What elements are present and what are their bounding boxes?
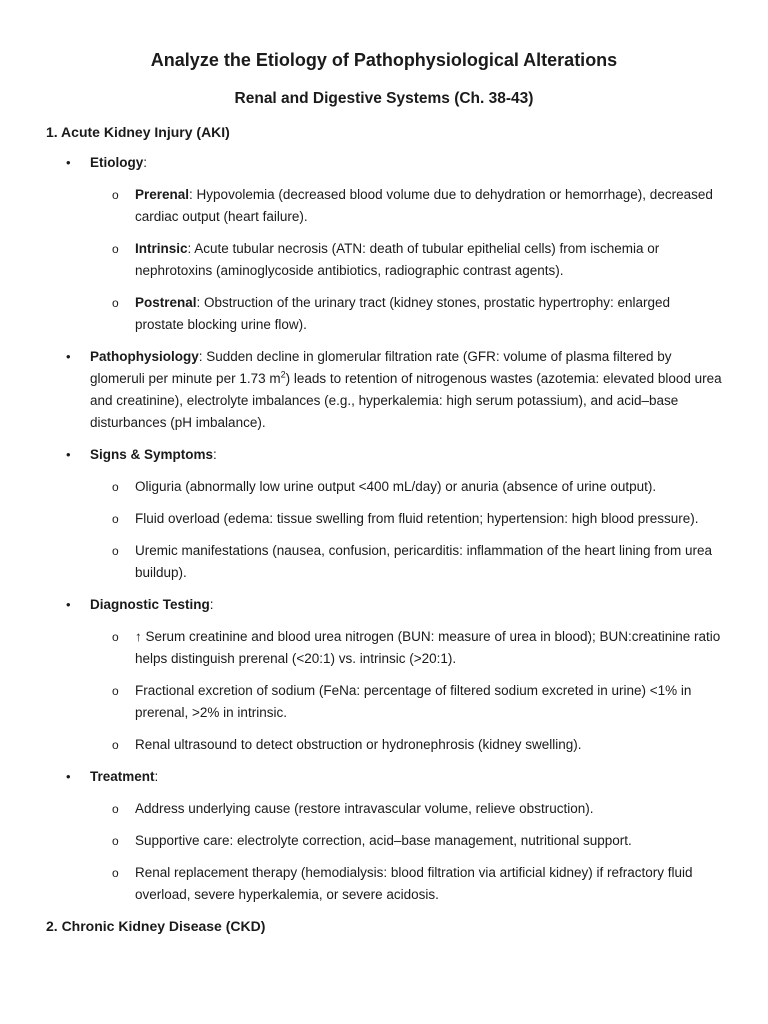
superscript: 2 xyxy=(280,369,286,380)
aki-topic-list xyxy=(46,152,722,906)
bullet-icon: • xyxy=(66,155,71,170)
item-text: Fractional excretion of sodium (FeNa: percentage of filtered sodium excreted in urine) <1% in prerenal, >2% in intrinsic. xyxy=(135,683,692,720)
item-label: Postrenal xyxy=(135,295,197,310)
subbullet-icon: o xyxy=(112,544,119,558)
subbullet-icon: o xyxy=(112,834,119,848)
list-item xyxy=(90,540,722,584)
topic-text-cont: ) leads to retention of nitrogenous wastes (azotemia: elevated blood urea and creatinine), electrolyte imbalances (e.g., hyperkalemia: high serum potassium), and acid–base disturbances (pH imbalance). xyxy=(90,371,722,430)
topic-pathophysiology xyxy=(46,346,722,434)
topic-diagnostic-testing xyxy=(46,594,722,756)
section-heading-ckd: 2. Chronic Kidney Disease (CKD) xyxy=(46,918,266,934)
topic-label: Diagnostic Testing xyxy=(90,597,210,612)
list-item xyxy=(90,734,722,756)
item-text: ↑ Serum creatinine and blood urea nitrogen (BUN: measure of urea in blood); BUN:creatinine ratio helps distinguish prerenal (<20:1) vs. intrinsic (>20:1). xyxy=(135,629,721,666)
item-text: : Obstruction of the urinary tract (kidney stones, prostatic hypertrophy: enlarged prostate blocking urine flow). xyxy=(135,295,671,332)
subbullet-icon: o xyxy=(112,684,119,698)
list-item xyxy=(90,798,722,820)
bullet-icon: • xyxy=(66,597,71,612)
topic-tail: : xyxy=(143,155,148,170)
list-item xyxy=(90,184,722,228)
item-text: Fluid overload (edema: tissue swelling from fluid retention; hypertension: high blood pressure). xyxy=(135,511,699,526)
topic-label: Etiology xyxy=(90,155,144,170)
bullet-icon: • xyxy=(66,447,71,462)
topic-treatment xyxy=(46,766,722,906)
subbullet-icon: o xyxy=(112,480,119,494)
list-item xyxy=(90,830,722,852)
topic-tail: : xyxy=(154,769,159,784)
topic-label: Pathophysiology xyxy=(90,349,199,364)
topic-label: Treatment xyxy=(90,769,155,784)
topic-label: Signs & Symptoms xyxy=(90,447,214,462)
subbullet-icon: o xyxy=(112,630,119,644)
subbullet-icon: o xyxy=(112,738,119,752)
list-item xyxy=(90,862,722,906)
list-item xyxy=(90,626,722,670)
section-heading-aki: 1. Acute Kidney Injury (AKI) xyxy=(46,124,230,140)
subbullet-icon: o xyxy=(112,802,119,816)
item-text: : Hypovolemia (decreased blood volume due to dehydration or hemorrhage), decreased cardiac output (heart failure). xyxy=(135,187,713,224)
item-text: Renal replacement therapy (hemodialysis: blood filtration via artificial kidney) if refractory fluid overload, severe hyperkalemia, or severe acidosis. xyxy=(135,865,693,902)
list-item xyxy=(90,508,722,530)
document-subtitle: Renal and Digestive Systems (Ch. 38-43) xyxy=(234,90,534,107)
item-text: Address underlying cause (restore intravascular volume, relieve obstruction). xyxy=(135,801,594,816)
list-item xyxy=(90,292,722,336)
item-text: Supportive care: electrolyte correction, acid–base management, nutritional support. xyxy=(135,833,632,848)
item-text: Oliguria (abnormally low urine output <400 mL/day) or anuria (absence of urine output). xyxy=(135,479,657,494)
subbullet-icon: o xyxy=(112,866,119,880)
subbullet-icon: o xyxy=(112,296,119,310)
topic-signs-symptoms xyxy=(46,444,722,584)
item-text: : Acute tubular necrosis (ATN: death of tubular epithelial cells) from ischemia or nephrotoxins (aminoglycoside antibiotics, radiographic contrast agents). xyxy=(135,241,660,278)
item-text: Renal ultrasound to detect obstruction or hydronephrosis (kidney swelling). xyxy=(135,737,582,752)
document-title: Analyze the Etiology of Pathophysiological Alterations xyxy=(150,50,618,70)
etiology-list xyxy=(90,184,722,336)
subbullet-icon: o xyxy=(112,242,119,256)
item-label: Prerenal xyxy=(135,187,190,202)
topic-tail: : xyxy=(213,447,217,462)
topic-tail: : xyxy=(209,597,214,612)
topic-text: : Sudden decline in glomerular filtration rate (GFR: volume of plasma filtered by glomeruli per minute per 1.73 m xyxy=(90,349,672,386)
list-item xyxy=(90,680,722,724)
subbullet-icon: o xyxy=(112,512,119,526)
bullet-icon: • xyxy=(66,769,71,784)
treatment-list xyxy=(90,798,722,906)
subbullet-icon: o xyxy=(112,188,119,202)
bullet-icon: • xyxy=(66,349,71,364)
item-label: Intrinsic xyxy=(135,241,188,256)
item-text: Uremic manifestations (nausea, confusion, pericarditis: inflammation of the heart lining from urea buildup). xyxy=(135,543,713,580)
signs-list xyxy=(90,476,722,584)
diagnostic-list xyxy=(90,626,722,756)
list-item xyxy=(90,238,722,282)
topic-etiology xyxy=(46,152,722,336)
list-item xyxy=(90,476,722,498)
